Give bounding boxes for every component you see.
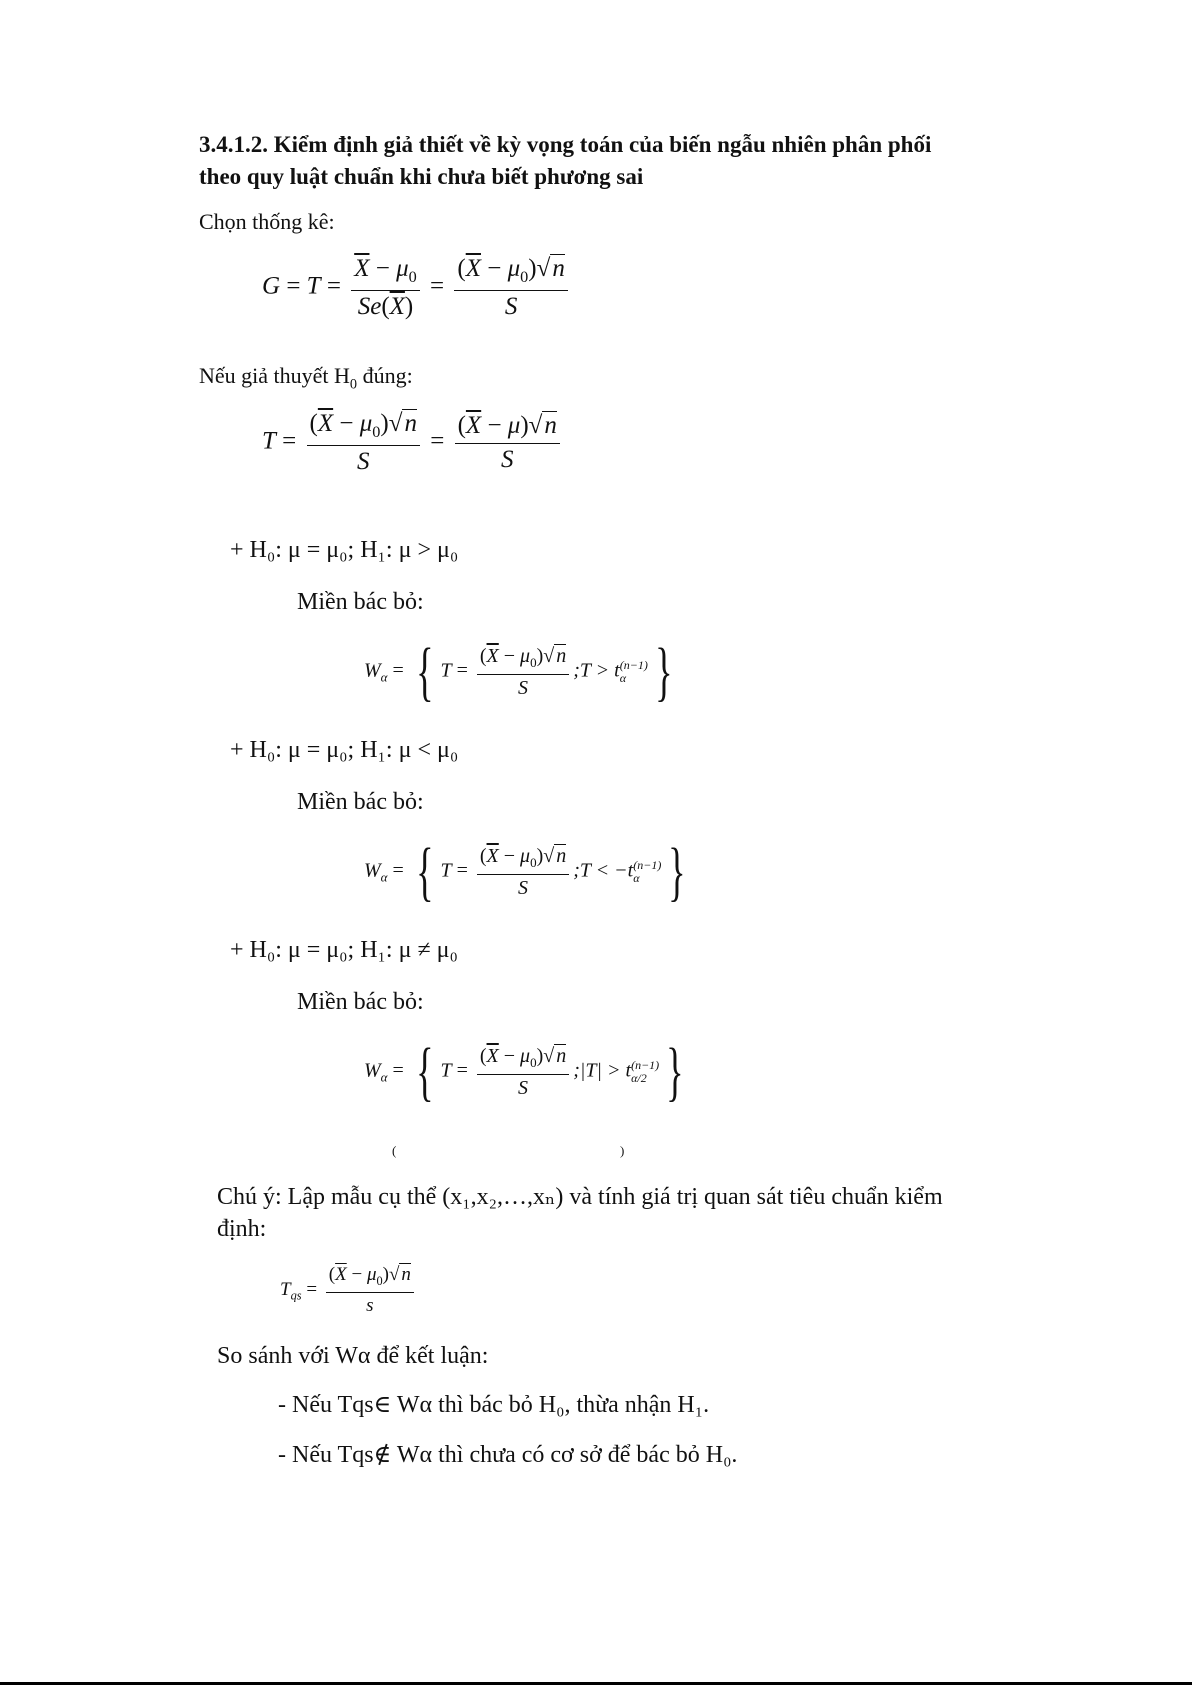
case-2-hypothesis: + H₀: μ = μ₀; H₁: μ < μ₀	[230, 737, 459, 763]
section-heading-line1: 3.4.1.2. Kiểm định giả thiết về kỳ vọng toán của biến ngẫu nhiên phân phối	[199, 132, 932, 157]
conclusion-reject: - Nếu Tqs∈ Wα thì bác bỏ H₀, thừa nhận H₁.	[278, 1392, 710, 1418]
case-3-rejection-region: $W_\alpha$ = { T = $\frac{(\overline{X} - \mu_0)√ n}{S}$ ;|T| > t (n−1) α/2 }	[364, 1035, 684, 1108]
case-1-rejection-region: $W_\alpha$ = { T = $\frac{(\overline{X} - \mu_0)√ n}{S}$ ;T > t (n−1) α }	[364, 635, 673, 708]
bracket-artifact-left: (	[392, 1143, 397, 1158]
case-1-hypothesis: + H₀: μ = μ₀; H₁: μ > μ₀	[230, 537, 459, 563]
section-heading-line2: theo quy luật chuẩn khi chưa biết phương sai	[199, 164, 644, 189]
observed-statistic-formula: $T_{qs}$ = $\frac{(\overline{X} - \mu_0)√ n}{s}$	[280, 1264, 418, 1317]
case-2-rejection-region: $W_\alpha$ = { T = $\frac{(\overline{X} - \mu_0)√ n}{S}$ ;T < −t (n−1) α }	[364, 835, 686, 908]
h0-formula: T = $\frac{(\overline{X} - \mu_0)√n}{S}$ = $\frac{(\overline{X} - \mu)√n}{S}$	[262, 410, 564, 476]
note-line2: định:	[217, 1216, 267, 1242]
note-line1: Chú ý: Lập mẫu cụ thể (x₁,x₂,…,xₙ) và tính giá trị quan sát tiêu chuẩn kiểm	[217, 1184, 943, 1210]
case-3-hypothesis: + H₀: μ = μ₀; H₁: μ ≠ μ₀	[230, 937, 458, 963]
case-3-region-label: Miền bác bỏ:	[297, 989, 424, 1015]
case-1-region-label: Miền bác bỏ:	[297, 589, 424, 615]
if-h0-true-text: Nếu giả thuyết $H_0$ đúng:	[199, 363, 413, 393]
bracket-artifact-right: )	[620, 1143, 625, 1158]
conclusion-not-reject: - Nếu Tqs∉ Wα thì chưa có cơ sở để bác bỏ H₀.	[278, 1442, 738, 1468]
statistic-formula: G = T = $\frac{\overline{X} - \mu_0}{Se(\overline{X})}$ = $\frac{(\overline{X} - \mu_0)√n}{S}$	[262, 255, 572, 321]
choose-statistic-text: Chọn thống kê:	[199, 209, 335, 234]
compare-text: So sánh với Wα để kết luận:	[217, 1343, 489, 1369]
case-2-region-label: Miền bác bỏ:	[297, 789, 424, 815]
